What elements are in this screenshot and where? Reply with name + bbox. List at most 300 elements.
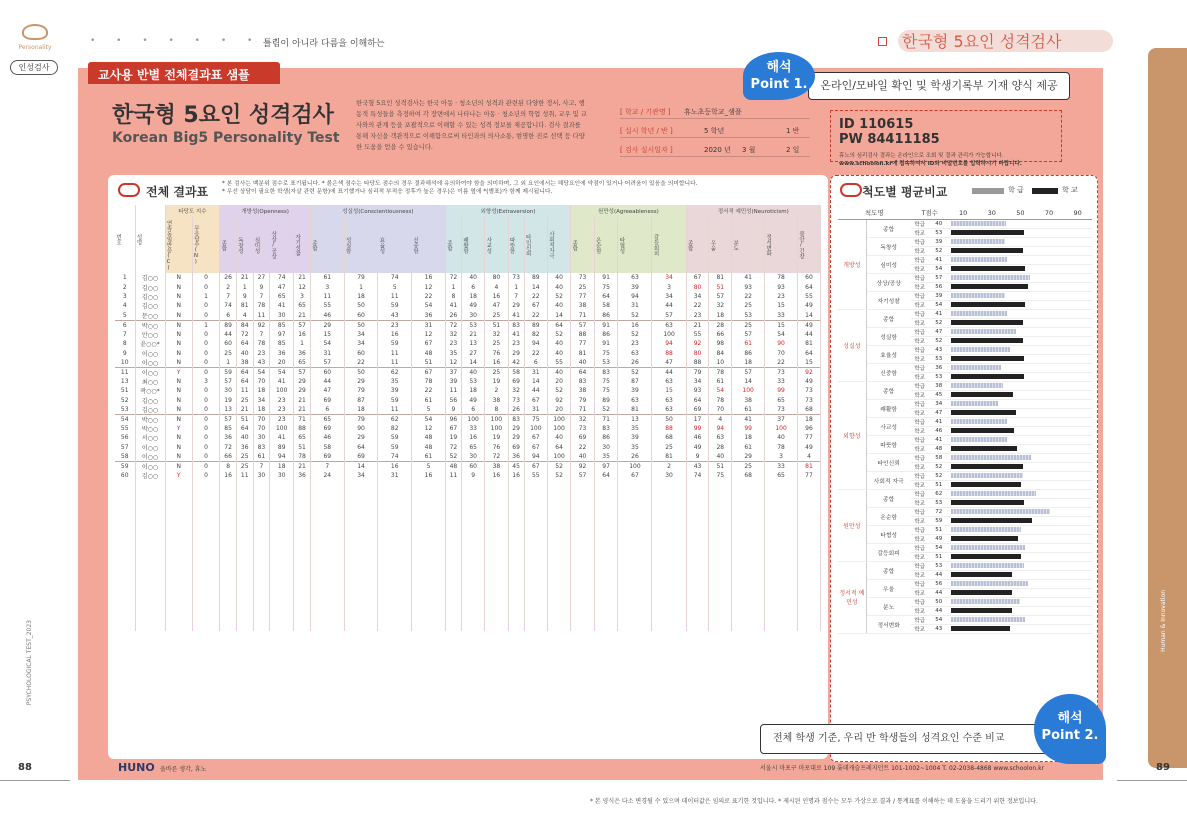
bar-school [951, 293, 1005, 298]
table-cell: 25 [485, 367, 508, 377]
table-cell: 0 [192, 282, 219, 291]
table-cell: 18 [344, 292, 378, 301]
empty-row [115, 480, 821, 489]
table-cell: 51 [412, 358, 446, 368]
table-cell: 15 [310, 330, 344, 339]
bar-cell [949, 579, 1092, 588]
table-cell: 32 [445, 330, 461, 339]
table-row [115, 471, 821, 480]
t-score: 62 [929, 489, 949, 498]
table-cell: 27 [253, 273, 270, 282]
huno-logo: HUNO [118, 761, 155, 774]
factor-name: 개방성 [838, 219, 866, 309]
table-cell: 29 [508, 348, 524, 357]
table-cell: 35 [378, 377, 412, 386]
table-cell: 39 [378, 386, 412, 395]
table-cell: 40 [236, 348, 253, 357]
table-cell: 100 [765, 424, 798, 433]
table-card-title: 전체 결과표 [146, 185, 209, 199]
table-cell: 49 [797, 377, 820, 386]
table-cell: 29 [294, 377, 311, 386]
table-cell: 29 [508, 301, 524, 310]
info-box [620, 105, 810, 162]
table-cell: 17 [686, 414, 709, 424]
scale-name: 정서변화 [866, 615, 910, 633]
table-cell: 39 [618, 386, 652, 395]
series-label: 학급 [911, 597, 929, 606]
point2-badge-line1: 해석 [1057, 711, 1083, 726]
divider-left [0, 780, 70, 781]
right-edge-tab [1148, 48, 1187, 768]
table-cell: 100 [485, 414, 508, 424]
table-cell: 4 [485, 282, 508, 291]
table-cell: 93 [765, 282, 798, 291]
series-label: 학교 [911, 426, 929, 435]
table-cell: 90 [765, 339, 798, 348]
table-cell: 55 [115, 424, 135, 433]
table-cell: 78 [253, 339, 270, 348]
table-cell: 48 [412, 433, 446, 442]
bar-cell [949, 345, 1092, 354]
table-cell: 94 [652, 339, 686, 348]
table-cell: 이○○ [135, 443, 165, 452]
table-cell: 40 [571, 452, 595, 462]
series-label: 학교 [911, 480, 929, 489]
table-cell: 72 [485, 452, 508, 462]
table-cell: 0 [192, 311, 219, 321]
table-cell: 안○○ [135, 330, 165, 339]
table-cell: 54 [765, 330, 798, 339]
table-cell: 73 [797, 396, 820, 405]
legend-class-swatch [1032, 188, 1058, 194]
empty-row [115, 574, 821, 583]
t-score: 54 [929, 300, 949, 309]
table-cell: 100 [547, 452, 570, 462]
bar-class [951, 374, 1024, 379]
table-cell: 0 [192, 424, 219, 433]
table-cell: 14 [524, 377, 547, 386]
table-cell: 75 [709, 471, 732, 480]
scale-name: 사교성 [866, 417, 910, 435]
table-row [115, 330, 821, 339]
table-cell: 54 [253, 367, 270, 377]
table-cell: 15 [765, 320, 798, 330]
table-cell: 14 [524, 282, 547, 291]
bar-school [951, 581, 1028, 586]
table-cell: 52 [618, 311, 652, 321]
bar-school [951, 509, 1050, 514]
table-cell: 64 [797, 348, 820, 357]
table-cell: 54 [310, 339, 344, 348]
bar-school [951, 419, 1008, 424]
table-cell: 13 [115, 377, 135, 386]
series-label: 학급 [911, 579, 929, 588]
table-cell: 19 [220, 396, 237, 405]
table-cell: 67 [524, 443, 547, 452]
table-cell: 26 [508, 405, 524, 415]
table-cell: 52 [115, 396, 135, 405]
table-cell: N [165, 282, 192, 291]
empty-row [115, 584, 821, 593]
table-row [115, 433, 821, 442]
table-cell: 100 [547, 424, 570, 433]
table-cell: 김○○ [135, 292, 165, 301]
table-cell: N [165, 443, 192, 452]
table-cell: 49 [686, 443, 709, 452]
id-value: 110615 [859, 117, 914, 132]
table-cell: 59 [378, 396, 412, 405]
table-cell: 70 [709, 405, 732, 415]
bar-cell [949, 462, 1092, 471]
table-cell: 89 [524, 320, 547, 330]
compare-table [838, 207, 1092, 634]
series-label: 학교 [911, 228, 929, 237]
table-row [115, 405, 821, 415]
col-header: 심미성 [253, 217, 270, 273]
table-cell: 81 [618, 405, 652, 415]
table-cell: 34 [652, 292, 686, 301]
group-header: 정서적 예민성(Neuroticism) [686, 205, 820, 217]
table-cell: 65 [310, 414, 344, 424]
table-cell: 100 [270, 424, 294, 433]
legend-class: 학 교 [1062, 186, 1078, 194]
bar-cell [949, 624, 1092, 633]
table-cell: 36 [236, 443, 253, 452]
table-cell: 51 [115, 386, 135, 395]
table-cell: 63 [652, 405, 686, 415]
table-row [115, 386, 821, 395]
table-cell: Y [165, 367, 192, 377]
t-score: 56 [929, 282, 949, 291]
table-cell: 49 [462, 396, 485, 405]
t-score: 43 [929, 624, 949, 633]
table-cell: 49 [462, 301, 485, 310]
info-date-label: [ 검사 실시일자 ] [620, 145, 673, 154]
table-row [115, 311, 821, 321]
table-cell: 81 [797, 462, 820, 472]
col-header: 종합 [220, 217, 237, 273]
table-cell: 7 [115, 330, 135, 339]
series-label: 학교 [911, 264, 929, 273]
table-cell: 44 [797, 330, 820, 339]
table-cell: 18 [253, 405, 270, 415]
table-cell: 42 [508, 358, 524, 368]
table-cell: 52 [594, 405, 618, 415]
scale-name: 종합 [866, 309, 910, 327]
table-cell: 82 [378, 424, 412, 433]
t-score: 52 [929, 336, 949, 345]
empty-row [115, 546, 821, 555]
table-cell: 64 [594, 292, 618, 301]
table-cell: 69 [310, 396, 344, 405]
table-cell: 50 [344, 320, 378, 330]
scale-name: 쾌활함 [866, 399, 910, 417]
scale-name: 갈등회피 [866, 543, 910, 561]
factor-name: 성실성 [838, 309, 866, 381]
table-cell: 83 [594, 367, 618, 377]
table-row [115, 424, 821, 433]
bar-class [951, 626, 1010, 631]
table-cell: 91 [594, 273, 618, 282]
table-cell: 69 [310, 452, 344, 462]
t-score: 54 [929, 264, 949, 273]
table-cell: N [165, 311, 192, 321]
table-cell: 38 [236, 358, 253, 368]
table-cell: 14 [547, 311, 570, 321]
bar-school [951, 527, 1021, 532]
table-cell: 34 [652, 273, 686, 282]
table-cell: 41 [508, 330, 524, 339]
table-cell: 0 [192, 405, 219, 415]
table-cell: 25 [236, 452, 253, 462]
table-cell: 100 [732, 386, 765, 395]
col-header: 무응답수(N) [192, 217, 219, 273]
empty-row [115, 527, 821, 536]
table-cell: 12 [294, 282, 311, 291]
bar-cell [949, 597, 1092, 606]
table-cell: 55 [310, 301, 344, 310]
bar-cell [949, 534, 1092, 543]
bar-cell [949, 435, 1092, 444]
table-cell: 25 [236, 462, 253, 472]
bar-class [951, 338, 1023, 343]
table-cell: 21 [462, 330, 485, 339]
t-score: 46 [929, 426, 949, 435]
table-cell: 64 [571, 367, 595, 377]
table-cell: 0 [192, 301, 219, 310]
table-cell: 53 [594, 358, 618, 368]
bar-cell [949, 417, 1092, 426]
table-cell: 52 [547, 386, 570, 395]
table-cell: 94 [618, 292, 652, 301]
table-cell: 100 [485, 424, 508, 433]
table-cell: 96 [797, 424, 820, 433]
series-label: 학급 [911, 327, 929, 336]
table-cell: 77 [797, 471, 820, 480]
table-cell: 18 [709, 311, 732, 321]
table-cell: 94 [524, 452, 547, 462]
table-cell: 6 [462, 405, 485, 415]
table-cell: 73 [571, 273, 595, 282]
table-cell: Y [165, 424, 192, 433]
table-cell: 7 [508, 292, 524, 301]
table-cell: 36 [220, 433, 237, 442]
table-cell: 61 [253, 452, 270, 462]
table-cell: 41 [270, 301, 294, 310]
table-cell: 40 [547, 339, 570, 348]
table-cell: 88 [652, 348, 686, 357]
table-cell: 40 [236, 433, 253, 442]
legend-school: 학 급 [1008, 186, 1024, 194]
table-cell: 52 [618, 330, 652, 339]
bar-class [951, 554, 1021, 559]
table-cell: 75 [594, 377, 618, 386]
table-cell: 99 [732, 424, 765, 433]
table-cell: 46 [310, 311, 344, 321]
account-note-2: www.schoolon.kr에 접속하셔서 ID와 비밀번호를 입력하시기 바랍니다. [839, 161, 1022, 167]
series-label: 학교 [911, 318, 929, 327]
series-label: 학급 [911, 489, 929, 498]
description: 한국형 5요인 성격검사는 한국 아동 · 청소년의 성격과 관련된 다양한 정서, 사고, 행동적 특성들을 측정하여 각 장면에서 나타나는 아동 · 청소년의 학업 성취, 교우 및 교사와의 관계 등을 포괄적으로 이해할 수 있는 성격 정보를 제공합니다. 검사 결과를 통해 자신을 객관적으로 이해함으로써 타인과의 의사소통, 현명한 진로 선택 등 다양한 도움을 얻을 수 있습니다. [356, 100, 587, 151]
table-cell: 18 [270, 462, 294, 472]
table-cell: 36 [294, 348, 311, 357]
table-cell: 67 [524, 396, 547, 405]
side-label-right: Human & Innovation [1160, 590, 1167, 652]
table-cell: 77 [571, 292, 595, 301]
bar-cell [949, 381, 1092, 390]
table-row [115, 396, 821, 405]
table-cell: 21 [236, 405, 253, 415]
table-cell: 99 [765, 386, 798, 395]
t-score: 53 [929, 354, 949, 363]
table-cell: 22 [571, 443, 595, 452]
table-cell: 60 [462, 462, 485, 472]
table-cell: 41 [508, 311, 524, 321]
t-score: 44 [929, 588, 949, 597]
table-cell: 69 [310, 424, 344, 433]
table-cell: 71 [594, 414, 618, 424]
series-label: 학급 [911, 345, 929, 354]
table-cell: 63 [652, 320, 686, 330]
table-cell: 92 [571, 462, 595, 472]
table-cell: 8 [445, 292, 461, 301]
table-cell: 36 [508, 452, 524, 462]
table-cell: 62 [378, 414, 412, 424]
table-cell: 1 [192, 320, 219, 330]
table-row [115, 301, 821, 310]
table-cell: 23 [270, 414, 294, 424]
bar-school [951, 257, 1008, 262]
table-cell: 36 [270, 348, 294, 357]
table-cell: 30 [462, 452, 485, 462]
table-cell: 23 [253, 348, 270, 357]
bar-school [951, 347, 1010, 352]
bar-cell [949, 471, 1092, 480]
table-cell: 11 [236, 471, 253, 480]
bar-cell [949, 606, 1092, 615]
bar-cell [949, 336, 1092, 345]
table-cell: 14 [732, 377, 765, 386]
table-cell: 73 [765, 367, 798, 377]
col-header: 우울 [709, 217, 732, 273]
empty-row [115, 556, 821, 565]
legend-school-swatch [972, 188, 1004, 194]
table-cell: 25 [571, 282, 595, 291]
series-label: 학교 [911, 354, 929, 363]
table-cell: 69 [571, 433, 595, 442]
table-cell: 34 [686, 292, 709, 301]
bar-class [951, 500, 1024, 505]
table-cell: 47 [485, 301, 508, 310]
col-header: 종합 [571, 217, 595, 273]
compare-card-title: 척도별 평균비교 [862, 185, 948, 199]
table-cell: 이○○ [135, 358, 165, 368]
table-cell: 74 [686, 471, 709, 480]
table-cell: 35 [445, 348, 461, 357]
table-cell: 29 [310, 320, 344, 330]
t-score: 36 [929, 363, 949, 372]
bar-cell [949, 318, 1092, 327]
t-score: 41 [929, 309, 949, 318]
scale-name: 효율성 [866, 345, 910, 363]
table-cell: 23 [618, 339, 652, 348]
bar-cell [949, 480, 1092, 489]
table-cell: 60 [344, 311, 378, 321]
table-cell: 64 [236, 339, 253, 348]
col-header: 따뜻함 [508, 217, 524, 273]
table-cell: 5 [412, 462, 446, 472]
table-cell: 26 [445, 311, 461, 321]
series-label: 학급 [911, 381, 929, 390]
table-cell: 78 [294, 452, 311, 462]
table-cell: 40 [571, 358, 595, 368]
table-cell: N [165, 292, 192, 301]
table-cell: 92 [686, 339, 709, 348]
t-score: 54 [929, 615, 949, 624]
col-header: 종합 [310, 217, 344, 273]
table-cell: 75 [524, 414, 547, 424]
empty-row [115, 621, 821, 630]
table-cell: 51 [709, 462, 732, 472]
table-row [115, 452, 821, 462]
table-cell: 16 [462, 433, 485, 442]
empty-row [115, 490, 821, 499]
table-cell: 88 [686, 358, 709, 368]
table-cell: 60 [115, 471, 135, 480]
table-cell: 91 [594, 320, 618, 330]
table-cell: 56 [445, 396, 461, 405]
bar-school [951, 221, 1006, 226]
compare-row [838, 237, 1092, 246]
table-cell: 22 [344, 358, 378, 368]
table-cell: 김○○ [135, 273, 165, 282]
table-cell: 25 [732, 320, 765, 330]
table-cell: 6 [220, 311, 237, 321]
divider-right [1117, 780, 1187, 781]
table-cell: 60 [797, 273, 820, 282]
table-cell: 33 [765, 311, 798, 321]
table-cell: 18 [732, 433, 765, 442]
table-cell: 23 [445, 339, 461, 348]
table-cell: 3 [192, 377, 219, 386]
bar-cell [949, 543, 1092, 552]
t-score: 41 [929, 435, 949, 444]
t-score: 72 [929, 507, 949, 516]
table-cell: 26 [618, 452, 652, 462]
scale-name: 상상/공상 [866, 273, 910, 291]
t-score: 54 [929, 543, 949, 552]
table-cell: 70 [253, 424, 270, 433]
table-cell: 74 [220, 301, 237, 310]
table-cell: 30 [253, 471, 270, 480]
table-cell: 33 [462, 424, 485, 433]
bar-school [951, 383, 1003, 388]
t-score: 40 [929, 219, 949, 228]
table-cell: 94 [709, 424, 732, 433]
compare-row [838, 543, 1092, 552]
series-label: 학급 [911, 453, 929, 462]
bar-cell [949, 219, 1092, 228]
table-cell: 53 [115, 405, 135, 415]
series-label: 학급 [911, 219, 929, 228]
header-square-icon [878, 37, 887, 46]
col-header: 연속동일반응(C) [165, 217, 192, 273]
table-cell: 26 [618, 358, 652, 368]
table-cell: 3 [765, 452, 798, 462]
table-cell: 75 [594, 348, 618, 357]
table-cell: 22 [765, 358, 798, 368]
table-cell: 79 [344, 273, 378, 282]
